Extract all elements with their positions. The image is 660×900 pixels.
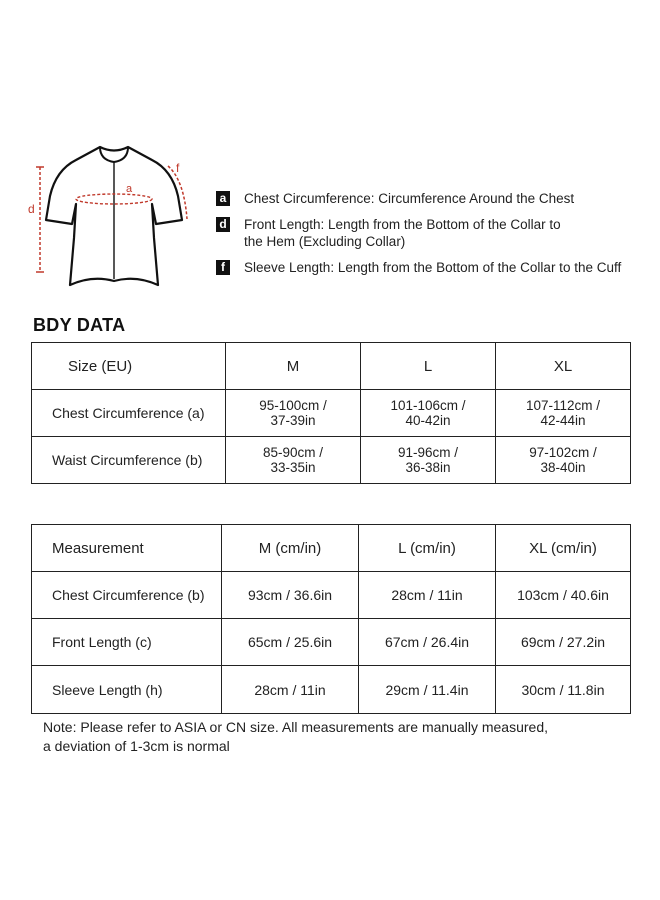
table-row: [32, 666, 631, 714]
row-label: Chest Circumference (b): [32, 572, 222, 619]
table-row: [32, 572, 631, 619]
cell: 69cm / 27.2in: [496, 619, 631, 666]
table-row: [32, 619, 631, 666]
label-d: d: [28, 202, 35, 216]
cell: 95-100cm / 37-39in: [226, 390, 361, 437]
legend-text-d-line1: Front Length: Length from the Bottom of the Collar to: [244, 217, 561, 232]
cell: 101-106cm / 40-42in: [361, 390, 496, 437]
header-xl: XL: [496, 343, 631, 390]
cell: 93cm / 36.6in: [222, 572, 359, 619]
cell: 97-102cm / 38-40in: [496, 437, 631, 484]
jersey-diagram: [24, 140, 204, 305]
header-xl-cm-in: XL (cm/in): [496, 525, 631, 572]
legend-text-d: [244, 216, 561, 250]
cell: 85-90cm / 33-35in: [226, 437, 361, 484]
header-m: M: [226, 343, 361, 390]
cell: 30cm / 11.8in: [496, 666, 631, 714]
cell: 67cm / 26.4in: [359, 619, 496, 666]
legend-key-a: a: [216, 191, 230, 206]
row-label: Front Length (c): [32, 619, 222, 666]
legend-key-d: d: [216, 217, 230, 232]
legend-key-f: f: [216, 260, 230, 275]
row-label: Chest Circumference (a): [32, 390, 226, 437]
size-note: [43, 718, 548, 756]
header-measurement: Measurement: [32, 525, 222, 572]
header-m-cm-in: M (cm/in): [222, 525, 359, 572]
cell: 28cm / 11in: [359, 572, 496, 619]
header-l-cm-in: L (cm/in): [359, 525, 496, 572]
legend-text-d-line2: the Hem (Excluding Collar): [244, 234, 406, 249]
header-l: L: [361, 343, 496, 390]
row-label: Waist Circumference (b): [32, 437, 226, 484]
size-table: [31, 342, 631, 484]
measurement-table: [31, 524, 631, 714]
label-f: f: [176, 161, 180, 175]
cell: 29cm / 11.4in: [359, 666, 496, 714]
measurement-header-row: [32, 525, 631, 572]
cell: 91-96cm / 36-38in: [361, 437, 496, 484]
label-a: a: [126, 183, 133, 195]
table-row: [32, 437, 631, 484]
cell: 103cm / 40.6in: [496, 572, 631, 619]
row-label: Sleeve Length (h): [32, 666, 222, 714]
legend-text-a: Chest Circumference: Circumference Around the Chest: [244, 191, 575, 206]
note-line1: Note: Please refer to ASIA or CN size. All measurements are manually measured,: [43, 719, 549, 735]
header-size: Size (EU): [32, 343, 226, 390]
cell: 107-112cm / 42-44in: [496, 390, 631, 437]
legend-text-f: Sleeve Length: Length from the Bottom of the Collar to the Cuff: [244, 260, 622, 275]
note-line2: a deviation of 1-3cm is normal: [43, 738, 230, 754]
size-table-title: BDY DATA: [33, 315, 126, 335]
cell: 65cm / 25.6in: [222, 619, 359, 666]
cell: 28cm / 11in: [222, 666, 359, 714]
table-row: [32, 390, 631, 437]
size-table-header-row: [32, 343, 631, 390]
